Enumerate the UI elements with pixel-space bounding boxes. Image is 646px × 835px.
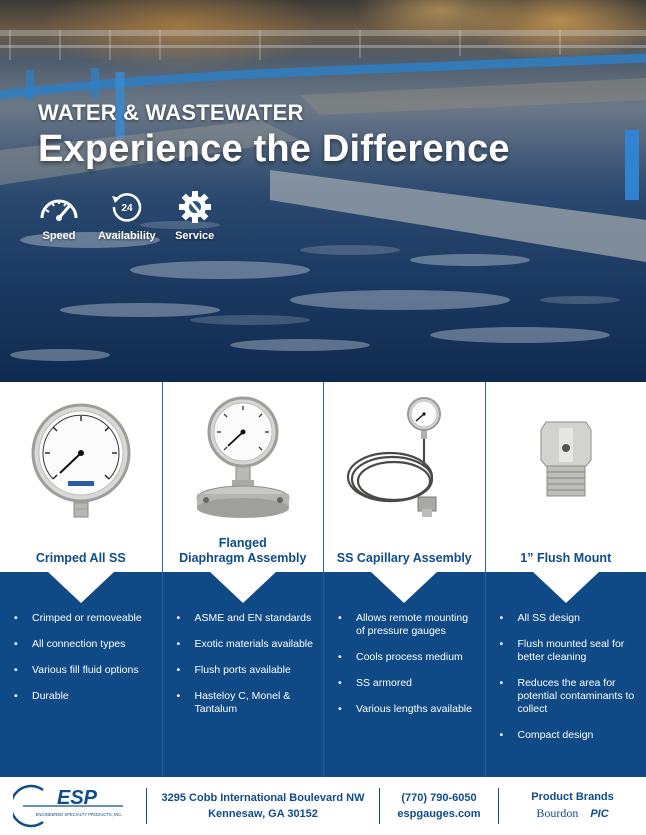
hero-title: Experience the Difference — [38, 128, 510, 170]
feature-speed — [38, 190, 80, 242]
clock-24-icon — [106, 190, 148, 224]
footer-brands — [499, 791, 646, 821]
address-line2: Kennesaw, GA 30152 — [208, 808, 318, 820]
product-crimped-all-ss — [0, 382, 162, 777]
product-details-crimped — [0, 572, 162, 777]
product-image-flush-mount — [486, 382, 646, 536]
address-line1: 3295 Cobb International Boulevard NW — [161, 792, 365, 804]
product-name-flanged-line1: Flanged — [218, 536, 267, 550]
feature-service — [174, 190, 216, 242]
hero-text — [38, 100, 510, 171]
notch-arrow — [47, 571, 115, 603]
feature-label-speed: Speed — [42, 230, 76, 242]
phone-number[interactable]: (770) 790-6050 — [401, 792, 477, 804]
clock-24-badge: 24 — [121, 203, 133, 214]
logo-text: ESP — [56, 787, 98, 809]
hero-kicker: WATER & WASTEWATER — [38, 100, 304, 125]
pic-logo: PIC — [590, 807, 609, 820]
speedometer-icon — [38, 190, 80, 224]
list-item: • SS armored — [338, 677, 475, 690]
footer — [0, 777, 646, 835]
bourdon-logo: Bourdon — [536, 806, 579, 820]
esp-logo — [0, 784, 146, 828]
list-item: • Various fill fluid options — [14, 664, 152, 677]
flanged-gauge-icon — [188, 394, 298, 524]
feature-availability — [98, 190, 156, 242]
feature-label-service: Service — [175, 230, 215, 242]
list-item: • Hasteloy C, Monel & Tantalum — [177, 690, 314, 716]
pressure-gauge-icon — [26, 399, 136, 519]
feature-label-availability: Availability — [98, 230, 156, 242]
product-flush-mount — [485, 382, 646, 777]
product-image-crimped-gauge — [0, 382, 162, 536]
product-details-flanged — [163, 572, 324, 777]
list-item: • Compact design — [500, 729, 637, 742]
list-item: • All connection types — [14, 638, 152, 651]
list-item: • ASME and EN standards — [177, 612, 314, 625]
logo-subtext: ENGINEERED SPECIALTY PRODUCTS, INC. — [35, 812, 123, 817]
product-details-flush — [486, 572, 646, 777]
flush-mount-icon — [531, 414, 601, 504]
capillary-gauge-icon — [344, 397, 464, 522]
esp-logo-mark — [13, 784, 133, 828]
footer-contact — [380, 790, 498, 822]
product-image-flanged-gauge — [163, 382, 324, 536]
notch-arrow — [209, 571, 277, 603]
footer-address — [147, 790, 379, 822]
brands-title: Product Brands — [531, 791, 614, 803]
product-name-flanged — [175, 536, 310, 566]
brand-logos — [499, 806, 646, 821]
product-flanged-diaphragm — [162, 382, 324, 777]
product-name-capillary: SS Capillary Assembly — [336, 551, 472, 565]
gear-wrench-icon — [174, 190, 216, 224]
notch-arrow — [532, 571, 600, 603]
list-item: • Cools process medium — [338, 651, 475, 664]
product-name-flush: 1” Flush Mount — [520, 551, 612, 565]
list-item: • Durable — [14, 690, 152, 703]
list-item: • All SS design — [500, 612, 637, 625]
list-item: • Flush mounted seal for better cleaning — [500, 638, 637, 664]
product-ss-capillary — [323, 382, 485, 777]
list-item: • Flush ports available — [177, 664, 314, 677]
product-name-crimped: Crimped All SS — [35, 551, 126, 565]
hero-banner — [0, 0, 646, 382]
list-item: • Various lengths available — [338, 703, 475, 716]
list-item: • Reduces the area for potential contaminants to collect — [500, 677, 637, 716]
product-grid — [0, 382, 646, 777]
notch-arrow — [370, 571, 438, 603]
product-image-capillary — [324, 382, 485, 536]
list-item: • Exotic materials available — [177, 638, 314, 651]
list-item: • Crimped or removeable — [14, 612, 152, 625]
product-name-flanged-line2: Diaphragm Assembly — [179, 551, 307, 565]
list-item: • Allows remote mounting of pressure gauges — [338, 612, 475, 638]
product-details-capillary — [324, 572, 485, 777]
feature-icons — [38, 190, 234, 242]
website-link[interactable]: espgauges.com — [397, 808, 481, 820]
